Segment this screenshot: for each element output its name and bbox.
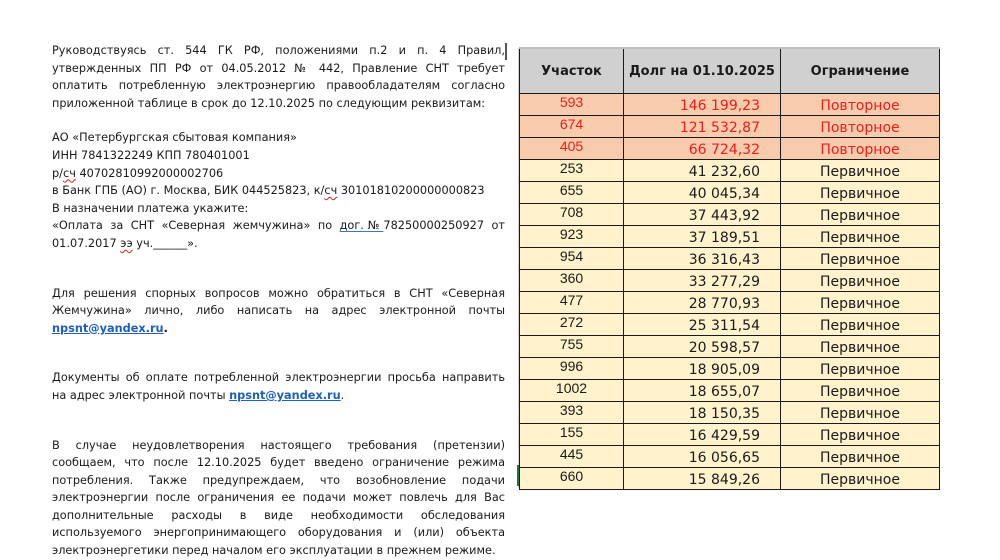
limitation-cell[interactable]: Первичное [781, 204, 940, 226]
purpose-text: уч.______». [132, 236, 198, 250]
table-row [520, 314, 940, 336]
period: . [163, 321, 168, 335]
table-row [520, 424, 940, 446]
limitation-cell[interactable]: Первичное [781, 446, 940, 468]
debt-cell[interactable]: 25 311,54 [624, 314, 781, 336]
spellcheck-word: ээ [120, 236, 133, 250]
plot-cell[interactable]: 923 [520, 226, 624, 248]
table-row [520, 402, 940, 424]
plot-cell[interactable]: 593 [520, 94, 624, 116]
table-row [520, 336, 940, 358]
plot-cell[interactable]: 253 [520, 160, 624, 182]
plot-cell[interactable]: 996 [520, 358, 624, 380]
debt-cell[interactable]: 16 056,65 [624, 446, 781, 468]
table-row [520, 468, 940, 490]
payment-requisites [52, 129, 505, 252]
bank-details [52, 182, 505, 200]
settlement-account [52, 165, 505, 183]
table-row [520, 226, 940, 248]
purpose-label: В назначении платежа укажите: [52, 201, 249, 215]
plot-cell[interactable]: 445 [520, 446, 624, 468]
header-limitation: Ограничение [781, 48, 940, 94]
limitation-cell[interactable]: Повторное [781, 116, 940, 138]
disputes-paragraph [52, 285, 505, 338]
debt-cell[interactable]: 146 199,23 [624, 94, 781, 116]
limitation-cell[interactable]: Первичное [781, 314, 940, 336]
inn-kpp: ИНН 7841322249 КПП 780401001 [52, 148, 250, 162]
company-name: АО «Петербургская сбытовая компания» [52, 131, 297, 145]
email-link[interactable]: npsnt@yandex.ru [52, 321, 164, 335]
table-row [520, 160, 940, 182]
debt-cell[interactable]: 18 655,07 [624, 380, 781, 402]
grammar-flag-word: дог.№ [339, 219, 384, 233]
limitation-cell[interactable]: Первичное [781, 248, 940, 270]
table-row [520, 94, 940, 116]
table-header-row [520, 48, 940, 94]
debt-cell[interactable]: 33 277,29 [624, 270, 781, 292]
text-cursor [505, 43, 507, 60]
limitation-cell[interactable]: Первичное [781, 270, 940, 292]
bank-text: в Банк ГПБ (АО) г. Москва, БИК 044525823, к/ [52, 184, 325, 198]
limitation-cell[interactable]: Первичное [781, 160, 940, 182]
table-row [520, 292, 940, 314]
active-cell-marker [517, 465, 519, 486]
documents-text: Документы об оплате потребленной электроэнергии просьба направить на адрес электронной почты [52, 371, 505, 402]
disputes-text: Для решения спорных вопросов можно обратиться в СНТ «Северная Жемчужина» лично, либо написать на адрес электронной почты [52, 286, 505, 318]
header-plot: Участок [520, 48, 624, 94]
debt-cell[interactable]: 20 598,57 [624, 336, 781, 358]
plot-cell[interactable]: 708 [520, 204, 624, 226]
table-row [520, 446, 940, 468]
table-row [520, 380, 940, 402]
debt-cell[interactable]: 41 232,60 [624, 160, 781, 182]
plot-cell[interactable]: 360 [520, 270, 624, 292]
debt-cell[interactable]: 121 532,87 [624, 116, 781, 138]
debt-cell[interactable]: 66 724,32 [624, 138, 781, 160]
table-row [520, 270, 940, 292]
limitation-cell[interactable]: Первичное [781, 226, 940, 248]
intro-paragraph: Руководствуясь ст. 544 ГК РФ, положениями п.2 и п. 4 Правил, утвержденных ПП РФ от 04.05.2012 № 442, Правление СНТ требует оплатить потребленную электроэнергию правообладателям согласно приложенной таблице в срок до 12.10.2025 по следующим реквизитам: [52, 44, 505, 110]
plot-cell[interactable]: 655 [520, 182, 624, 204]
debt-cell[interactable]: 37 443,92 [624, 204, 781, 226]
plot-cell[interactable]: 660 [520, 468, 624, 490]
debts-table [519, 47, 940, 490]
debt-cell[interactable]: 15 849,26 [624, 468, 781, 490]
claim-letter [52, 42, 505, 560]
limitation-cell[interactable]: Первичное [781, 336, 940, 358]
plot-cell[interactable]: 755 [520, 336, 624, 358]
limitation-cell[interactable]: Повторное [781, 138, 940, 160]
account-prefix: р/ [52, 166, 63, 180]
purpose-text: «Оплата за СНТ «Северная жемчужина» по [52, 219, 340, 233]
plot-cell[interactable]: 674 [520, 116, 624, 138]
table-row [520, 138, 940, 160]
debt-cell[interactable]: 18 905,09 [624, 358, 781, 380]
corr-account-number: 30101810200000000823 [337, 184, 485, 198]
debt-cell[interactable]: 28 770,93 [624, 292, 781, 314]
table-row [520, 116, 940, 138]
account-number: 40702810992000002706 [75, 166, 224, 180]
limitation-cell[interactable]: Первичное [781, 424, 940, 446]
table-row [520, 358, 940, 380]
plot-cell[interactable]: 477 [520, 292, 624, 314]
documents-paragraph [52, 369, 505, 404]
spellcheck-word: сч [324, 184, 338, 198]
table-row [520, 182, 940, 204]
debt-cell[interactable]: 36 316,43 [624, 248, 781, 270]
payment-purpose [52, 217, 505, 252]
period: . [340, 388, 345, 402]
limitation-cell[interactable]: Первичное [781, 402, 940, 424]
debt-cell[interactable]: 18 150,35 [624, 402, 781, 424]
plot-cell[interactable]: 1002 [520, 380, 624, 402]
purpose-text: 78250000250927 от 01.07.2017 [52, 219, 505, 250]
table-body [520, 94, 940, 490]
limitation-cell[interactable]: Первичное [781, 292, 940, 314]
plot-cell[interactable]: 393 [520, 402, 624, 424]
limitation-cell[interactable]: Первичное [781, 380, 940, 402]
debt-cell[interactable]: 16 429,59 [624, 424, 781, 446]
plot-cell[interactable]: 155 [520, 424, 624, 446]
plot-cell[interactable]: 272 [520, 314, 624, 336]
table-row [520, 248, 940, 270]
debt-cell[interactable]: 40 045,34 [624, 182, 781, 204]
warning-paragraph: В случае неудовлетворения настоящего требования (претензии) сообщаем, что после 12.10.2025 будет введено ограничение режима потребления. Также предупреждаем, что возобновление подачи электроэнергии после ограничения ее подачи может повлечь для Вас дополнительные расходы в виде необходимости обследования используемого энергопринимающего оборудования и (или) объекта электроэнергетики перед началом его эксплуатации в прежнем режиме. [52, 438, 505, 558]
plot-cell[interactable]: 405 [520, 138, 624, 160]
spellcheck-word: сч [62, 166, 76, 180]
table-row [520, 204, 940, 226]
email-link[interactable]: npsnt@yandex.ru [229, 388, 341, 402]
limitation-cell[interactable]: Повторное [781, 94, 940, 116]
header-debt: Долг на 01.10.2025 [624, 48, 781, 94]
limitation-cell[interactable]: Первичное [781, 468, 940, 490]
limitation-cell[interactable]: Первичное [781, 182, 940, 204]
plot-cell[interactable]: 954 [520, 248, 624, 270]
debt-cell[interactable]: 37 189,51 [624, 226, 781, 248]
limitation-cell[interactable]: Первичное [781, 358, 940, 380]
